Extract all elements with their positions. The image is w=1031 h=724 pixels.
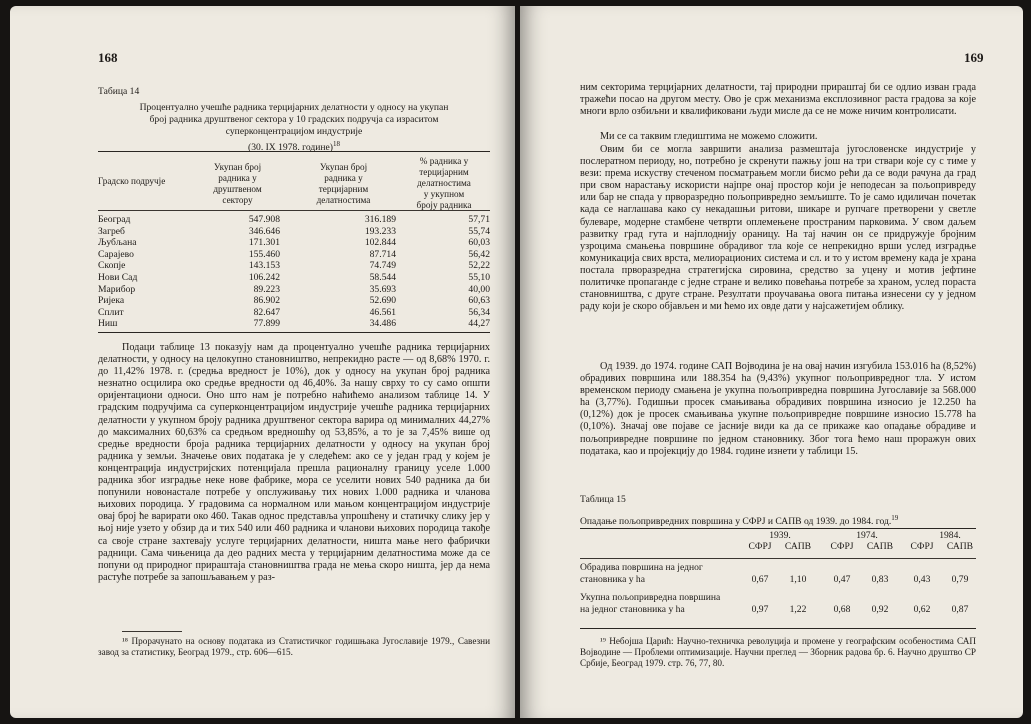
- table-title: Процентуално учешће радника терцијарних делатности у односу на укупан број радника друштвеног сектора у 10 градских подручја са израситом суперконцентрацијом индустрије (30. IX 1978. године)$^{18}$: [139, 102, 449, 154]
- header-percent: % радника у терцијарним делатностима у укупном броју радника: [416, 156, 472, 210]
- page-number: 168: [98, 50, 118, 65]
- table-row: Сарајево 155.460 87.714 56,42: [98, 248, 490, 260]
- table-row: Скопје 143.153 74.749 52,22: [98, 260, 490, 272]
- table-row: Нови Сад 106.242 58.544 55,10: [98, 271, 490, 283]
- header-total: Укупан број радника у друштвеном сектору: [213, 162, 262, 205]
- body-paragraph: Ми се са таквим гледиштима не можемо сложити.: [600, 131, 818, 142]
- table-bottom-rule: [580, 628, 976, 629]
- body-paragraph: Од 1939. до 1974. године САП Војводина је на овај начин изгубила 153.016 ha (8,52%) обрадивих површина или 188.354 ha (9,43%) укупног пољопривредног тла. У истом временском периоду смањена је укупна пољопривредна површина Југославије за 568.000 ha (3,77%). Годишњи просек смањивања обрадивих површина износио је 12.250 ha (0,12%) док је просек смањивања укупне пољопривредне површине износио 15.778 ha (0,10%). Значај ове појаве се јасније види ка да се прикаже као опадање обрадиве и пољопривредне површине по једном становнику. Због тога ћемо наш проражун ових података, као и пројекцију до 1984. године изнети у таблици 15.: [580, 361, 976, 457]
- table-15-header: 1939. 1974. 1984. СФРЈ САПВ СФРЈ САПВ СФРЈ САПВ: [748, 530, 974, 552]
- left-page: [10, 6, 515, 718]
- header-tertiary: Укупан број радника у терцијарним делатностима: [316, 162, 371, 205]
- right-page: [520, 6, 1023, 718]
- table-header-rule: [98, 210, 490, 211]
- body-paragraph: Подаци таблице 13 показују нам да процентуално учешће радника терцијарних делатности, у односу на целокупно становништво, непрекидно расте — од 8,68% 1970. г. до 11,42% 1978. г. (средња вредност је 10%), док у односу на укупан број радника незнатно осцилира око средње вредности од 46,40%. За нашу сврху то су само општи оријентациони односи. Оно што нам је потребно наћићемо анализом таблице 14. У градским подручјима са суперконцентрацијом индустрије учешће радника терцијарних делатности у укупном броју радника друштвеног сектора варира од минималних 44,27% до максималних 60,63% са средњом вредношћу од 53,85%, а то је за 7,45% више од средње вредности броја радника терцијарних делатности у односу на укупан број радника у земљи. Значење ових података је у следећем: ако се у један град у којем је концентрација индустријских потенцијала прешла рационалну границу уселе 1.000 радника због изградње неке нове фабрике, мора се уселити нових 540 радника да би попунили новонастале потребе у опслуживању тих нових 1.000 радника и чланова њихових породица. У градовима са нормалном или мањом концентрацијом индустрије овај број ће варирати око 460. Такав однос представља упрошћену и статичку слику јер у њој није узето у обзир да и тих 540 или 460 радника и чланови њихових породица такође са своје стране захтевају услуге терцијарних делатности, ништа мање него фабрички радници. Сама чињеница да део радних места у терцијарним делатностима може да се попуни од природног прираштаја становништва града не мења скоро ништа, јер да нема растуће потребе за запошљавањем у раз-: [98, 342, 490, 583]
- body-paragraph: Овим би се могла завршити анализа размештаја југословенске индустрије у послератном периоду, но, потребно је скренути пажњу још на три ствари које су с тиме у вези: према искуству стеченом посматрањем могли бисмо рећи да се води рачуна да град при свом нарастању искористи најпре онај простор који је неподесан за пољопривреду или бар не спада у прворазредно пољопривредно земљиште. То је само идиличан почетак када се наглашава како су некадашњи ритови, шикаре и рупчаге претворени у светле булеваре, модерне стамбене четврти оплемењене пространим парковима. У свом даљем развитку град гута и најплоднију ораницу. На тај начин он се придружује бројним узроцима смањења површине обрадивог тла које се непрекидно врши услед изградње комуникација свих врста, мелиорационих система и сл. и то у истом времену када је храна постала прворазредна стратегијска сировина, средство за уцену и мотив јефтине политичке пропаганде с једне стране и велико повећања потребе за храном, услед пораста становништва, с друге стране. Резултати проучавања овога питања изнесени су у једном раду који је скоро објављен и ми ћемо их овде дати у најсажетијем облику.: [580, 144, 976, 313]
- table-14-header: [98, 156, 490, 210]
- table-row: Ниш 77.899 34.486 44,27: [98, 318, 490, 330]
- table-top-rule: [98, 151, 490, 152]
- body-paragraph: ним секторима терцијарних делатности, тај природни прираштај би се одлио изван града тражећи посао на другом месту. Ово је срж механизма експлозивног раста градова за које многи врло озбиљни и квалификовани људи мисле да се не може ничим контролисати.: [580, 82, 976, 118]
- footnote: ¹⁸ Прорачунато на основу података из Статистичког годишњака Југославије 1979., Савезни завод за статистику, Београд 1979., стр. 606—615.: [98, 636, 490, 658]
- table-15-body: Обрадива површина на једног становника у ha 0,67 1,10 0,47 0,83 0,43 0,79 Укупна пољопривредна површина на једног становника у ha 0,97 1,22 0,68 0,92 0,62 0,87: [580, 562, 969, 615]
- table-row: Марибор 89.223 35.693 40,00: [98, 283, 490, 295]
- header-city: Градско подручје: [98, 176, 166, 186]
- page-number: 169: [964, 50, 984, 65]
- table-row: Ријека 86.902 52.690 60,63: [98, 295, 490, 307]
- table-top-rule: [580, 528, 976, 529]
- table-title: Опадање пољопривредних површина у СФРЈ и САПВ од 1939. до 1984. год.$^{19}$: [580, 514, 899, 528]
- table-bottom-rule: [98, 332, 490, 333]
- table-label: Табица 14: [98, 86, 140, 97]
- table-row: Београд 547.908 316.189 57,71: [98, 214, 490, 225]
- footnote: ¹⁹ Небојша Царић: Научно-техничка револуција и промене у географским особеностима САП Војводине — Проблеми оптимизације. Научни преглед — Зборник радова бр. 6. Научно друштво СР Србије, Београд 1979. стр. 76, 77, 80.: [580, 636, 976, 669]
- table-row: Љубљана 171.301 102.844 60,03: [98, 237, 490, 249]
- table-row: Загреб 346.646 193.233 55,74: [98, 225, 490, 237]
- table-header-rule: [580, 558, 976, 559]
- footnote-rule: [122, 631, 182, 632]
- table-label: Таблица 15: [580, 494, 626, 505]
- table-row: Сплит 82.647 46.561 56,34: [98, 306, 490, 318]
- table-14: [98, 214, 490, 330]
